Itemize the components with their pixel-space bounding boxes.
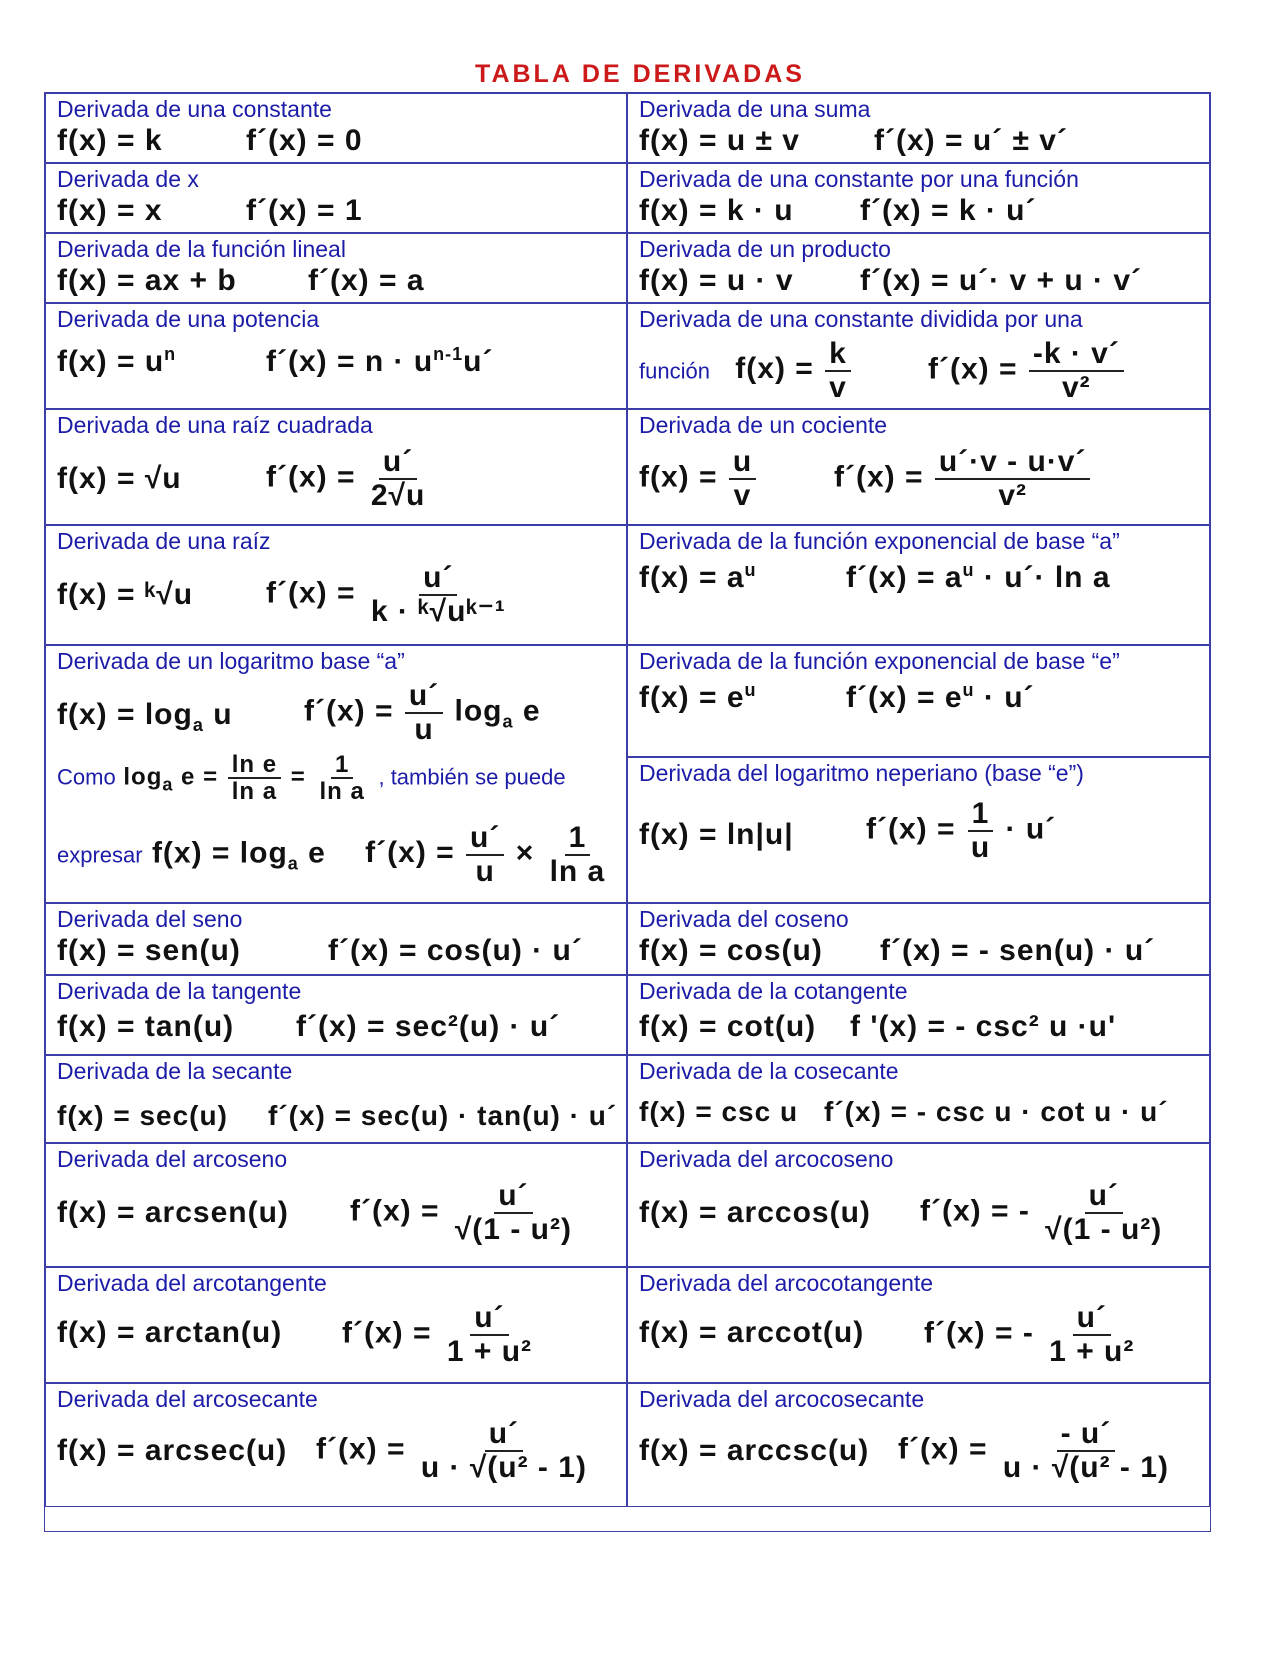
- function-formula: f(x) = tan(u): [57, 1010, 235, 1043]
- function-formula: f(x) = arccos(u): [639, 1196, 871, 1229]
- denominator: v: [733, 478, 752, 512]
- numerator: u´: [405, 680, 443, 714]
- derivative-lhs: f´(x) =: [266, 576, 356, 610]
- cell-producto: [627, 233, 1210, 303]
- cell-coseno: [627, 903, 1210, 975]
- expr-function: f(x) = log: [151, 836, 288, 870]
- derivative-formula: [304, 680, 541, 745]
- derivative-formula: f´(x) = sec(u) · tan(u) · u´: [268, 1100, 618, 1131]
- denominator: √(1 - u²): [454, 1212, 572, 1246]
- cell-title: Derivada del arcocotangente: [639, 1270, 934, 1296]
- cell-title: Derivada de la cotangente: [639, 978, 908, 1004]
- function-formula: f(x) = k: [57, 124, 163, 157]
- numerator: 1: [968, 798, 994, 832]
- cell-title: Derivada del seno: [57, 906, 243, 932]
- derivative-base: f´(x) = e: [846, 681, 963, 714]
- equals: =: [290, 763, 306, 791]
- derivative-lhs: f´(x) = -: [924, 1316, 1034, 1350]
- derivative-lhs: f´(x) =: [350, 1194, 440, 1228]
- fraction: [1045, 1302, 1138, 1367]
- function-formula: f(x) = ax + b: [57, 264, 237, 297]
- times: ×: [515, 836, 535, 870]
- base: a: [192, 715, 204, 735]
- cell-constante: [45, 93, 627, 163]
- denominator: √(1 - u²): [1045, 1212, 1163, 1246]
- cell-title: Derivada del arcocosecante: [639, 1386, 925, 1412]
- cell-arcocotangente: [627, 1267, 1210, 1383]
- function-formula: f(x) = sen(u): [57, 934, 241, 967]
- function-formula: [639, 680, 757, 715]
- numerator: u´: [494, 1180, 532, 1214]
- cell-title: Derivada del arcoseno: [57, 1146, 288, 1172]
- numerator: u´: [1073, 1302, 1111, 1336]
- derivatives-table: [44, 92, 1211, 1532]
- derivative-formula: [846, 560, 1111, 595]
- expr-derivative: f´(x) =: [365, 836, 455, 870]
- numerator: u´: [379, 446, 417, 480]
- derivative-formula: [316, 1418, 593, 1483]
- cell-cosecante: [627, 1055, 1210, 1143]
- cell-exponencial-a: [627, 525, 1210, 645]
- denominator: u: [475, 854, 495, 888]
- base: a: [287, 853, 299, 874]
- cell-title: Derivada de una constante dividida por una: [639, 306, 1083, 332]
- derivative-formula: [350, 1180, 578, 1245]
- fraction: [315, 752, 368, 804]
- numerator: u´: [485, 1418, 523, 1452]
- denominator: u: [414, 712, 434, 746]
- function-arg: u: [213, 698, 233, 731]
- function-base: f(x) = e: [639, 681, 745, 714]
- cell-constante-dividida: [627, 303, 1210, 409]
- cell-title: Derivada de una raíz cuadrada: [57, 412, 373, 438]
- exponent: n: [164, 344, 177, 364]
- derivative-formula: f´(x) = sec²(u) · u´: [296, 1010, 561, 1043]
- cell-tangente: [45, 975, 627, 1055]
- derivative-formula: f´(x) = cos(u) · u´: [328, 934, 583, 967]
- cell-title: Derivada del arcotangente: [57, 1270, 327, 1296]
- fraction: [825, 338, 851, 403]
- derivative-formula: [924, 1302, 1140, 1367]
- derivative-formula: [266, 446, 431, 511]
- cell-lineal: [45, 233, 627, 303]
- log-arg: e: [522, 694, 541, 728]
- function-formula: f(x) = u ± v: [639, 124, 800, 157]
- function-formula: f(x) = cot(u): [639, 1010, 817, 1043]
- derivative-formula: [834, 446, 1092, 511]
- function-formula: f(x) = arccot(u): [639, 1316, 865, 1349]
- function-formula: f(x) = ln|u|: [639, 818, 794, 851]
- function-formula: f(x) = u · v: [639, 264, 794, 297]
- cell-cociente: [627, 409, 1210, 525]
- note-label: Como: [57, 764, 116, 790]
- derivative-formula: [920, 1180, 1168, 1245]
- cell-arcocosecante: [627, 1383, 1210, 1507]
- exponent: u: [962, 560, 975, 580]
- cell-logaritmo-a: [45, 645, 627, 903]
- cell-suma: [627, 93, 1210, 163]
- fraction: [1029, 338, 1124, 403]
- numerator: 1: [565, 822, 591, 856]
- cell-title: Derivada de la secante: [57, 1058, 293, 1084]
- derivative-formula: [266, 344, 493, 379]
- derivative-lhs: f´(x) =: [898, 1432, 988, 1466]
- function-formula: [639, 446, 758, 511]
- function-formula: f(x) = csc u: [639, 1096, 799, 1127]
- derivative-base: f´(x) = n · u: [266, 345, 434, 378]
- cell-raiz-cuadrada: [45, 409, 627, 525]
- note-lhs: log: [123, 763, 163, 791]
- derivative-formula: f´(x) = 0: [246, 124, 363, 157]
- cell-arcotangente: [45, 1267, 627, 1383]
- derivative-lhs: f´(x) = -: [920, 1194, 1030, 1228]
- log-tail: log: [454, 694, 503, 728]
- cell-title: Derivada de una suma: [639, 96, 871, 122]
- derivative-base: f´(x) = a: [846, 561, 963, 594]
- derivative-tail: · u´: [1005, 812, 1057, 846]
- function-formula: f(x) = arcsec(u): [57, 1434, 288, 1467]
- cell-secante: [45, 1055, 627, 1143]
- derivative-lhs: f´(x) =: [866, 812, 956, 846]
- cell-title: Derivada de un cociente: [639, 412, 888, 438]
- fraction: [367, 562, 510, 627]
- derivative-lhs: f´(x) =: [342, 1316, 432, 1350]
- derivative-formula: f´(x) = 1: [246, 194, 363, 227]
- derivative-formula: f´(x) = - sen(u) · u´: [880, 934, 1156, 967]
- denominator: 1 + u²: [1049, 1334, 1135, 1368]
- numerator: - u´: [1057, 1418, 1116, 1452]
- cell-logaritmo-neperiano: [627, 757, 1210, 903]
- denominator: 2√u: [370, 478, 426, 512]
- numerator: ln e: [228, 752, 281, 779]
- fraction: [443, 1302, 536, 1367]
- derivative-formula: [266, 562, 512, 627]
- fraction: [405, 680, 443, 745]
- derivative-formula: f´(x) = u´· v + u · v´: [860, 264, 1143, 297]
- function-formula: f(x) = k · u: [639, 194, 794, 227]
- function-formula: f(x) = arccsc(u): [639, 1434, 870, 1467]
- fraction: [367, 446, 429, 511]
- fraction: [1041, 1180, 1166, 1245]
- derivative-lhs: f´(x) =: [266, 460, 356, 494]
- denominator: ln a: [319, 778, 365, 806]
- derivative-tail: · u´: [983, 681, 1035, 714]
- fraction: [729, 446, 756, 511]
- numerator: u´·v - u·v´: [935, 446, 1091, 480]
- cell-arcocoseno: [627, 1143, 1210, 1267]
- page-title: TABLA DE DERIVADAS: [475, 60, 805, 88]
- denominator: v²: [1062, 370, 1091, 404]
- cell-title: Derivada del arcocoseno: [639, 1146, 894, 1172]
- base: a: [162, 774, 174, 795]
- cell-title: Derivada de una constante por una función: [639, 166, 1079, 192]
- fraction: [999, 1418, 1173, 1483]
- function-formula: f(x) = arctan(u): [57, 1316, 283, 1349]
- cell-cotangente: [627, 975, 1210, 1055]
- cell-potencia: [45, 303, 627, 409]
- note-label: expresar: [57, 842, 143, 868]
- function-formula: [57, 344, 176, 379]
- derivative-lhs: f´(x) =: [928, 352, 1018, 386]
- cell-title: Derivada de una constante: [57, 96, 332, 122]
- cell-title: Derivada de una potencia: [57, 306, 320, 332]
- note-como: [57, 752, 566, 804]
- function-formula: f(x) = x: [57, 194, 163, 227]
- derivative-tail: · u´· ln a: [983, 561, 1111, 594]
- cell-x: [45, 163, 627, 233]
- derivative-formula: f´(x) = u´ ± v´: [874, 124, 1068, 157]
- function-formula: [639, 560, 757, 595]
- derivative-formula: [342, 1302, 538, 1367]
- denominator: u · √(u² - 1): [1002, 1450, 1169, 1484]
- cell-arcoseno: [45, 1143, 627, 1267]
- exponent: u: [962, 680, 975, 700]
- denominator: u: [970, 830, 991, 864]
- note-expresar: [57, 822, 611, 887]
- derivative-lhs: f´(x) =: [304, 694, 394, 728]
- cell-title: Derivada del arcosecante: [57, 1386, 318, 1412]
- cell-title: Derivada del logaritmo neperiano (base “e”): [639, 760, 1084, 786]
- cell-raiz: [45, 525, 627, 645]
- numerator: u´: [466, 822, 504, 856]
- cell-arcosecante: [45, 1383, 627, 1507]
- derivative-formula: [928, 338, 1126, 403]
- cell-title: Derivada de la función lineal: [57, 236, 346, 262]
- function-lhs: f(x) =: [735, 352, 814, 386]
- fraction: [417, 1418, 591, 1483]
- cell-exponencial-e: [627, 645, 1210, 757]
- cell-title: Derivada de un logaritmo base “a”: [57, 648, 405, 674]
- cell-title: Derivada del coseno: [639, 906, 849, 932]
- derivative-lhs: f´(x) =: [834, 460, 924, 494]
- derivative-formula: f´(x) = a: [308, 264, 425, 297]
- cell-title: Derivada de una raíz: [57, 528, 271, 554]
- cell-title: Derivada de la cosecante: [639, 1058, 899, 1084]
- cell-constante-funcion: [627, 163, 1210, 233]
- numerator: 1: [331, 752, 353, 779]
- derivative-formula: f '(x) = - csc² u ·u': [850, 1010, 1117, 1043]
- numerator: u´: [1085, 1180, 1123, 1214]
- fraction: [451, 1180, 576, 1245]
- expr-arg: e: [308, 836, 326, 870]
- numerator: k: [825, 338, 851, 372]
- function-formula: f(x) = √u: [57, 462, 182, 495]
- function-lhs: f(x) = log: [57, 698, 193, 731]
- function-base: f(x) = u: [57, 345, 165, 378]
- exponent: n-1: [433, 344, 464, 364]
- continued-title: función: [639, 358, 710, 384]
- denominator: k · ᵏ√uᵏ⁻¹: [370, 594, 506, 628]
- derivative-tail: u´: [463, 345, 494, 378]
- function-formula: f(x) = sec(u): [57, 1100, 228, 1131]
- denominator: ln a: [549, 854, 606, 888]
- cell-title: Derivada de la función exponencial de base “a”: [639, 528, 1120, 554]
- derivative-formula: [866, 798, 1056, 863]
- numerator: -k · v´: [1029, 338, 1124, 372]
- exponent: u: [744, 680, 757, 700]
- fraction: [935, 446, 1091, 511]
- denominator: u · √(u² - 1): [420, 1450, 587, 1484]
- cell-title: Derivada de la función exponencial de base “e”: [639, 648, 1120, 674]
- note-text: , también se puede: [378, 764, 566, 790]
- numerator: u´: [470, 1302, 508, 1336]
- derivative-formula: [846, 680, 1035, 715]
- numerator: u´: [419, 562, 457, 596]
- denominator: v: [829, 370, 847, 404]
- fraction: [546, 822, 610, 887]
- cell-title: Derivada de un producto: [639, 236, 891, 262]
- derivative-formula: f´(x) = - csc u · cot u · u´: [824, 1096, 1169, 1127]
- derivative-lhs: f´(x) =: [316, 1432, 406, 1466]
- function-formula: f(x) = cos(u): [639, 934, 823, 967]
- function-lhs: f(x) =: [639, 460, 718, 494]
- derivative-formula: [898, 1418, 1175, 1483]
- function-formula: f(x) = arcsen(u): [57, 1196, 289, 1229]
- denominator: ln a: [231, 778, 278, 806]
- denominator: v²: [998, 478, 1027, 512]
- function-base: f(x) = a: [639, 561, 745, 594]
- function-formula: [639, 338, 853, 403]
- cell-title: Derivada de x: [57, 166, 199, 192]
- function-formula: f(x) = ᵏ√u: [57, 578, 194, 611]
- function-formula: [57, 698, 233, 736]
- cell-title: Derivada de la tangente: [57, 978, 302, 1004]
- cell-seno: [45, 903, 627, 975]
- derivative-formula: f´(x) = k · u´: [860, 194, 1037, 227]
- base: a: [502, 711, 514, 732]
- numerator: u: [729, 446, 756, 480]
- fraction: [967, 798, 994, 863]
- note-lhs-tail: e =: [181, 763, 219, 791]
- fraction: [466, 822, 504, 887]
- fraction: [228, 752, 281, 804]
- exponent: u: [744, 560, 757, 580]
- denominator: 1 + u²: [446, 1334, 533, 1368]
